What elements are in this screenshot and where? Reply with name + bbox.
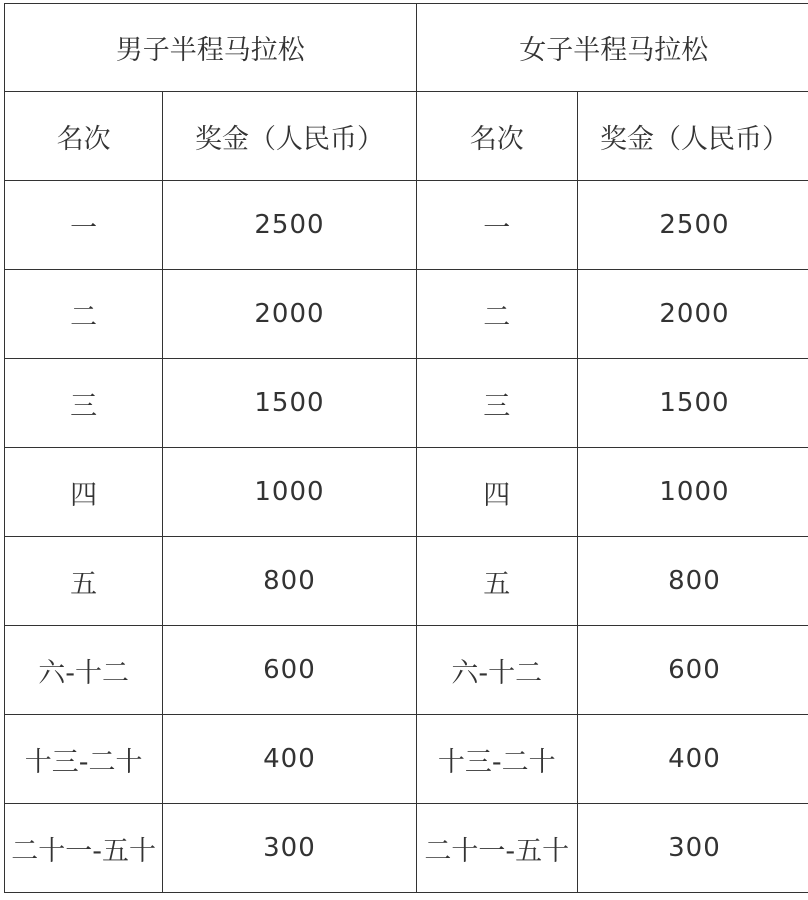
title-row — [5, 4, 808, 92]
men-rank-cell: 四 — [5, 448, 163, 537]
men-rank-cell: 三 — [5, 359, 163, 448]
men-prize-header: 奖金（人民币） — [163, 92, 416, 181]
women-prize-cell: 600 — [577, 626, 808, 715]
men-rank-cell: 十三-二十 — [5, 715, 163, 804]
men-rank-cell: 五 — [5, 537, 163, 626]
table-row — [5, 448, 808, 537]
women-prize-header: 奖金（人民币） — [577, 92, 808, 181]
men-prize-cell: 2000 — [163, 270, 416, 359]
women-rank-cell: 六-十二 — [416, 626, 577, 715]
women-rank-cell: 十三-二十 — [416, 715, 577, 804]
men-prize-cell: 600 — [163, 626, 416, 715]
women-prize-cell: 2000 — [577, 270, 808, 359]
women-rank-cell: 二十一-五十 — [416, 804, 577, 893]
table-row — [5, 270, 808, 359]
women-rank-cell: 三 — [416, 359, 577, 448]
women-prize-cell: 400 — [577, 715, 808, 804]
table-row — [5, 715, 808, 804]
men-rank-cell: 六-十二 — [5, 626, 163, 715]
women-rank-header: 名次 — [416, 92, 577, 181]
women-title: 女子半程马拉松 — [416, 4, 808, 92]
prize-table — [4, 3, 808, 893]
men-prize-cell: 800 — [163, 537, 416, 626]
table-row — [5, 626, 808, 715]
table-row — [5, 804, 808, 893]
table-row — [5, 537, 808, 626]
women-rank-cell: 二 — [416, 270, 577, 359]
table-row — [5, 181, 808, 270]
men-rank-cell: 二十一-五十 — [5, 804, 163, 893]
women-prize-cell: 300 — [577, 804, 808, 893]
women-rank-cell: 一 — [416, 181, 577, 270]
men-rank-cell: 二 — [5, 270, 163, 359]
men-prize-cell: 300 — [163, 804, 416, 893]
women-prize-cell: 1000 — [577, 448, 808, 537]
men-prize-cell: 1000 — [163, 448, 416, 537]
men-title: 男子半程马拉松 — [5, 4, 417, 92]
women-prize-cell: 1500 — [577, 359, 808, 448]
men-prize-cell: 1500 — [163, 359, 416, 448]
table-row — [5, 359, 808, 448]
women-rank-cell: 四 — [416, 448, 577, 537]
men-rank-cell: 一 — [5, 181, 163, 270]
men-rank-header: 名次 — [5, 92, 163, 181]
men-prize-cell: 400 — [163, 715, 416, 804]
men-prize-cell: 2500 — [163, 181, 416, 270]
women-prize-cell: 800 — [577, 537, 808, 626]
women-prize-cell: 2500 — [577, 181, 808, 270]
header-row — [5, 92, 808, 181]
women-rank-cell: 五 — [416, 537, 577, 626]
